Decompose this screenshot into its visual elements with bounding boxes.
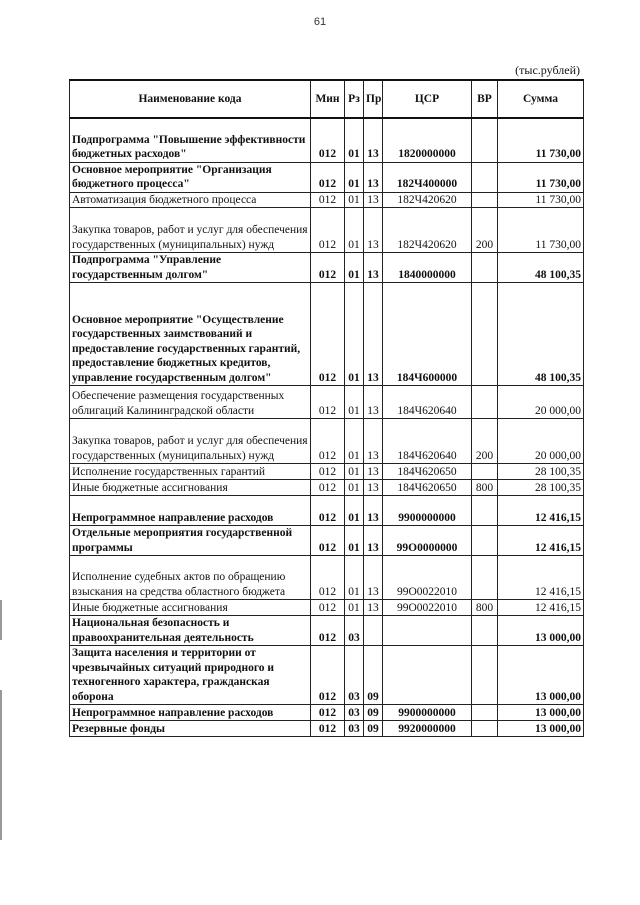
cell-rz: 01 xyxy=(345,480,364,496)
cell-rz: 01 xyxy=(345,283,364,386)
cell-sum: 13 000,00 xyxy=(498,616,584,646)
cell-min: 012 xyxy=(311,283,345,386)
cell-vr xyxy=(472,118,498,162)
cell-csr: 184Ч620650 xyxy=(383,464,472,480)
cell-sum: 28 100,35 xyxy=(498,464,584,480)
cell-min: 012 xyxy=(311,192,345,208)
cell-name: Отдельные мероприятия государственной программы xyxy=(70,526,311,556)
table-row xyxy=(70,118,584,162)
cell-vr xyxy=(472,464,498,480)
cell-name: Национальная безопасность и правоохранительная деятельность xyxy=(70,616,311,646)
cell-sum: 11 730,00 xyxy=(498,192,584,208)
cell-rz: 01 xyxy=(345,162,364,192)
cell-sum: 12 416,15 xyxy=(498,556,584,600)
cell-min: 012 xyxy=(311,386,345,419)
table-row xyxy=(70,556,584,600)
cell-csr: 1820000000 xyxy=(383,118,472,162)
cell-pr: 13 xyxy=(364,419,383,464)
cell-sum: 12 416,15 xyxy=(498,526,584,556)
cell-name: Закупка товаров, работ и услуг для обеспечения государственных (муниципальных) нужд xyxy=(70,419,311,464)
table-row xyxy=(70,600,584,616)
cell-pr: 13 xyxy=(364,118,383,162)
cell-min: 012 xyxy=(311,162,345,192)
cell-csr: 184Ч620640 xyxy=(383,386,472,419)
table-row xyxy=(70,646,584,705)
cell-rz: 01 xyxy=(345,419,364,464)
cell-vr xyxy=(472,646,498,705)
cell-pr: 13 xyxy=(364,283,383,386)
cell-rz: 01 xyxy=(345,253,364,283)
cell-min: 012 xyxy=(311,480,345,496)
cell-sum: 20 000,00 xyxy=(498,419,584,464)
cell-vr xyxy=(472,162,498,192)
cell-sum: 48 100,35 xyxy=(498,283,584,386)
cell-pr: 13 xyxy=(364,192,383,208)
cell-name: Основное мероприятие "Осуществление государственных заимствований и предоставление государственных гарантий, предоставление бюджетных кредитов, управление государственным долгом" xyxy=(70,283,311,386)
table-row xyxy=(70,496,584,526)
table-row xyxy=(70,162,584,192)
cell-min: 012 xyxy=(311,705,345,721)
cell-min: 012 xyxy=(311,646,345,705)
cell-name: Подпрограмма "Управление государственным долгом" xyxy=(70,253,311,283)
cell-sum: 48 100,35 xyxy=(498,253,584,283)
header-vr: ВР xyxy=(472,80,498,118)
cell-rz: 03 xyxy=(345,616,364,646)
cell-pr: 13 xyxy=(364,386,383,419)
header-min: Мин xyxy=(311,80,345,118)
cell-pr: 13 xyxy=(364,208,383,253)
cell-rz: 03 xyxy=(345,721,364,737)
cell-pr xyxy=(364,616,383,646)
table-row xyxy=(70,253,584,283)
cell-pr: 13 xyxy=(364,464,383,480)
cell-vr: 800 xyxy=(472,480,498,496)
cell-csr: 182Ч400000 xyxy=(383,162,472,192)
cell-name: Автоматизация бюджетного процесса xyxy=(70,192,311,208)
cell-name: Основное мероприятие "Организация бюджетного процесса" xyxy=(70,162,311,192)
cell-vr xyxy=(472,192,498,208)
cell-csr: 184Ч620640 xyxy=(383,419,472,464)
cell-csr: 182Ч420620 xyxy=(383,208,472,253)
header-rz: Рз xyxy=(345,80,364,118)
cell-vr xyxy=(472,496,498,526)
cell-rz: 01 xyxy=(345,386,364,419)
cell-pr: 13 xyxy=(364,253,383,283)
table-row xyxy=(70,192,584,208)
cell-name: Непрограммное направление расходов xyxy=(70,496,311,526)
header-name: Наименование кода xyxy=(70,80,311,118)
cell-vr xyxy=(472,526,498,556)
cell-pr: 13 xyxy=(364,600,383,616)
cell-vr: 200 xyxy=(472,208,498,253)
cell-csr: 99О0000000 xyxy=(383,526,472,556)
cell-sum: 20 000,00 xyxy=(498,386,584,419)
cell-name: Закупка товаров, работ и услуг для обеспечения государственных (муниципальных) нужд xyxy=(70,208,311,253)
cell-pr: 13 xyxy=(364,526,383,556)
scan-margin-mark xyxy=(0,600,2,640)
cell-sum: 13 000,00 xyxy=(498,705,584,721)
cell-pr: 13 xyxy=(364,556,383,600)
table-row xyxy=(70,721,584,737)
cell-csr: 1840000000 xyxy=(383,253,472,283)
table-row xyxy=(70,419,584,464)
cell-sum: 13 000,00 xyxy=(498,646,584,705)
cell-pr: 13 xyxy=(364,496,383,526)
cell-name: Иные бюджетные ассигнования xyxy=(70,600,311,616)
cell-pr: 09 xyxy=(364,705,383,721)
header-pr: Пр xyxy=(364,80,383,118)
cell-min: 012 xyxy=(311,208,345,253)
cell-rz: 01 xyxy=(345,192,364,208)
cell-min: 012 xyxy=(311,721,345,737)
cell-sum: 28 100,35 xyxy=(498,480,584,496)
cell-rz: 01 xyxy=(345,496,364,526)
cell-sum: 11 730,00 xyxy=(498,208,584,253)
table-row xyxy=(70,616,584,646)
cell-min: 012 xyxy=(311,616,345,646)
cell-pr: 09 xyxy=(364,646,383,705)
cell-min: 012 xyxy=(311,600,345,616)
cell-name: Резервные фонды xyxy=(70,721,311,737)
cell-min: 012 xyxy=(311,496,345,526)
cell-name: Исполнение государственных гарантий xyxy=(70,464,311,480)
cell-min: 012 xyxy=(311,556,345,600)
cell-vr: 200 xyxy=(472,419,498,464)
cell-sum: 13 000,00 xyxy=(498,721,584,737)
cell-name: Непрограммное направление расходов xyxy=(70,705,311,721)
cell-csr xyxy=(383,616,472,646)
cell-vr xyxy=(472,616,498,646)
cell-name: Иные бюджетные ассигнования xyxy=(70,480,311,496)
table-row xyxy=(70,283,584,386)
cell-csr xyxy=(383,646,472,705)
cell-pr: 13 xyxy=(364,480,383,496)
cell-min: 012 xyxy=(311,419,345,464)
table-row xyxy=(70,208,584,253)
units-label: (тыс.рублей) xyxy=(515,63,580,77)
cell-vr xyxy=(472,253,498,283)
page-number: 61 xyxy=(313,16,327,28)
cell-pr: 09 xyxy=(364,721,383,737)
cell-rz: 03 xyxy=(345,646,364,705)
cell-csr: 9900000000 xyxy=(383,496,472,526)
cell-csr: 184Ч620650 xyxy=(383,480,472,496)
table-header-row xyxy=(70,80,584,118)
cell-vr xyxy=(472,705,498,721)
cell-rz: 01 xyxy=(345,600,364,616)
cell-rz: 01 xyxy=(345,118,364,162)
budget-table xyxy=(69,79,584,737)
header-csr: ЦСР xyxy=(383,80,472,118)
cell-min: 012 xyxy=(311,253,345,283)
table-row xyxy=(70,526,584,556)
cell-csr: 184Ч600000 xyxy=(383,283,472,386)
scan-margin-mark xyxy=(0,690,2,840)
cell-rz: 01 xyxy=(345,526,364,556)
cell-csr: 9900000000 xyxy=(383,705,472,721)
table-row xyxy=(70,386,584,419)
cell-vr xyxy=(472,556,498,600)
cell-vr xyxy=(472,386,498,419)
table-row xyxy=(70,705,584,721)
cell-sum: 11 730,00 xyxy=(498,162,584,192)
cell-vr xyxy=(472,283,498,386)
cell-rz: 01 xyxy=(345,208,364,253)
cell-csr: 9920000000 xyxy=(383,721,472,737)
cell-rz: 01 xyxy=(345,556,364,600)
cell-name: Исполнение судебных актов по обращению взыскания на средства областного бюджета xyxy=(70,556,311,600)
cell-sum: 11 730,00 xyxy=(498,118,584,162)
cell-sum: 12 416,15 xyxy=(498,600,584,616)
cell-csr: 99О0022010 xyxy=(383,556,472,600)
cell-min: 012 xyxy=(311,118,345,162)
cell-min: 012 xyxy=(311,526,345,556)
cell-vr: 800 xyxy=(472,600,498,616)
table-row xyxy=(70,464,584,480)
cell-rz: 01 xyxy=(345,464,364,480)
cell-name: Подпрограмма "Повышение эффективности бюджетных расходов" xyxy=(70,118,311,162)
cell-rz: 03 xyxy=(345,705,364,721)
cell-min: 012 xyxy=(311,464,345,480)
cell-vr xyxy=(472,721,498,737)
cell-csr: 182Ч420620 xyxy=(383,192,472,208)
cell-sum: 12 416,15 xyxy=(498,496,584,526)
cell-name: Обеспечение размещения государственных облигаций Калининградской области xyxy=(70,386,311,419)
cell-name: Защита населения и территории от чрезвычайных ситуаций природного и техногенного характера, гражданская оборона xyxy=(70,646,311,705)
cell-pr: 13 xyxy=(364,162,383,192)
table-row xyxy=(70,480,584,496)
cell-csr: 99О0022010 xyxy=(383,600,472,616)
header-sum: Сумма xyxy=(498,80,584,118)
